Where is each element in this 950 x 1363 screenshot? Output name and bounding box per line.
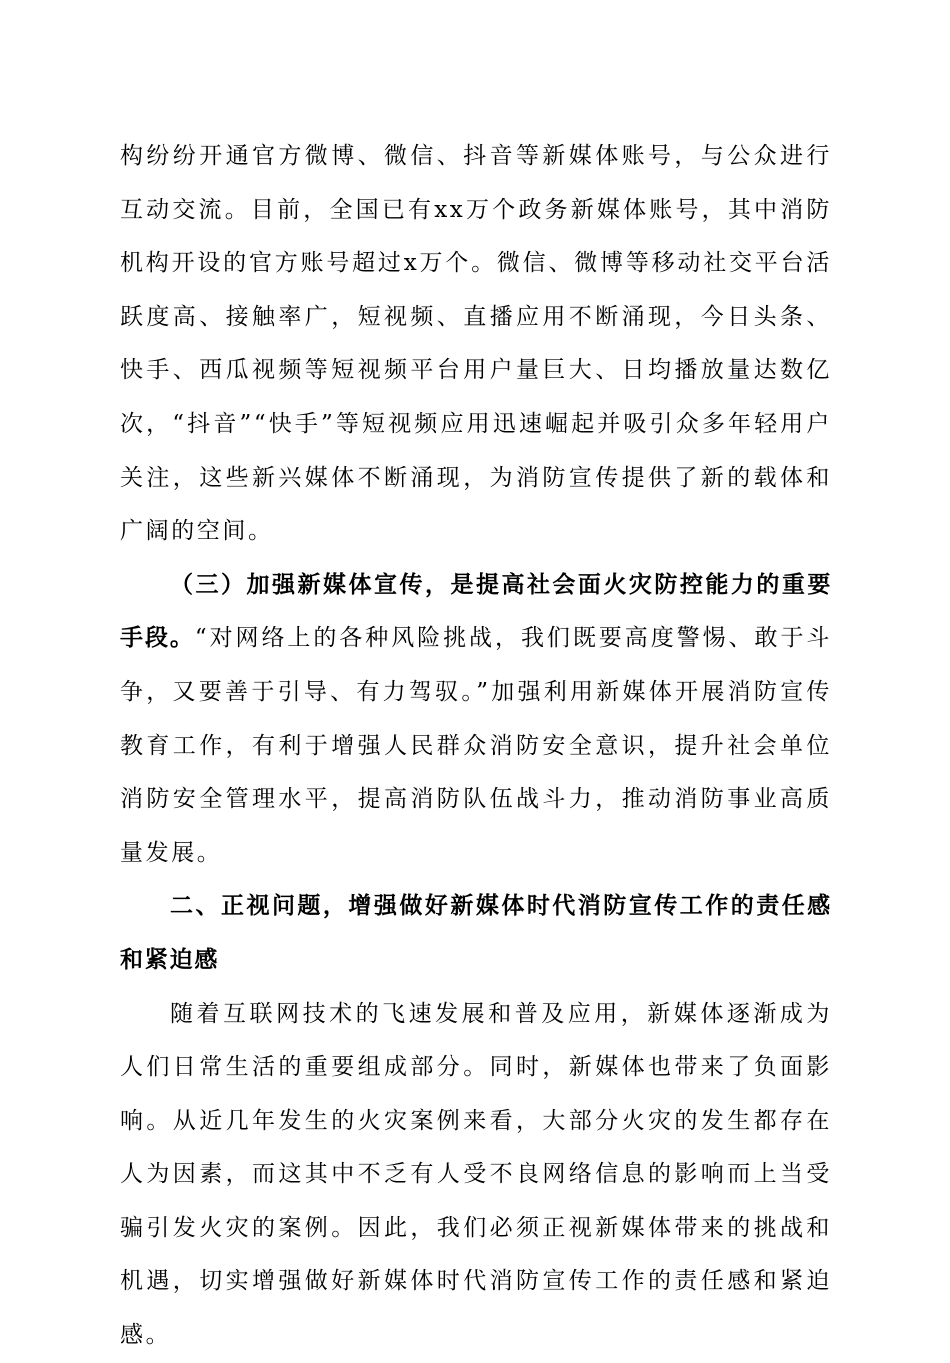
section-heading-two: 二、正视问题，增强做好新媒体时代消防宣传工作的责任感和紧迫感 [120,893,832,973]
document-body [120,130,832,1363]
paragraph-section-three [120,559,832,881]
section-three-body: “对网络上的各种风险挑战，我们既要高度警惕、敢于斗争，又要善于引导、有力驾驭。”加强利用新媒体开展消防宣传教育工作，有利于增强人民群众消防安全意识，提升社会单位消防安全管理水平，提高消防队伍战斗力，推动消防事业高质量发展。 [120,625,832,866]
section-three-lead: （三）加强新媒体宣传，是提高社会面火灾防控能力的重要手段。 [120,571,832,652]
paragraph-continuation: 构纷纷开通官方微博、微信、抖音等新媒体账号，与公众进行互动交流。目前，全国已有xx万个政务新媒体账号，其中消防机构开设的官方账号超过x万个。微信、微博等移动社交平台活跃度高、接触率广，短视频、直播应用不断涌现，今日头条、快手、西瓜视频等短视频平台用户量巨大、日均播放量达数亿次，“抖音”“快手”等短视频应用迅速崛起并吸引众多年轻用户关注，这些新兴媒体不断涌现，为消防宣传提供了新的载体和广阔的空间。 [120,143,832,545]
paragraph-section-two-body: 随着互联网技术的飞速发展和普及应用，新媒体逐渐成为人们日常生活的重要组成部分。同时，新媒体也带来了负面影响。从近几年发生的火灾案例来看，大部分火灾的发生都存在人为因素，而这其中不乏有人受不良网络信息的影响而上当受骗引发火灾的案例。因此，我们必须正视新媒体带来的挑战和机遇，切实增强做好新媒体时代消防宣传工作的责任感和紧迫感。 [120,1000,832,1349]
